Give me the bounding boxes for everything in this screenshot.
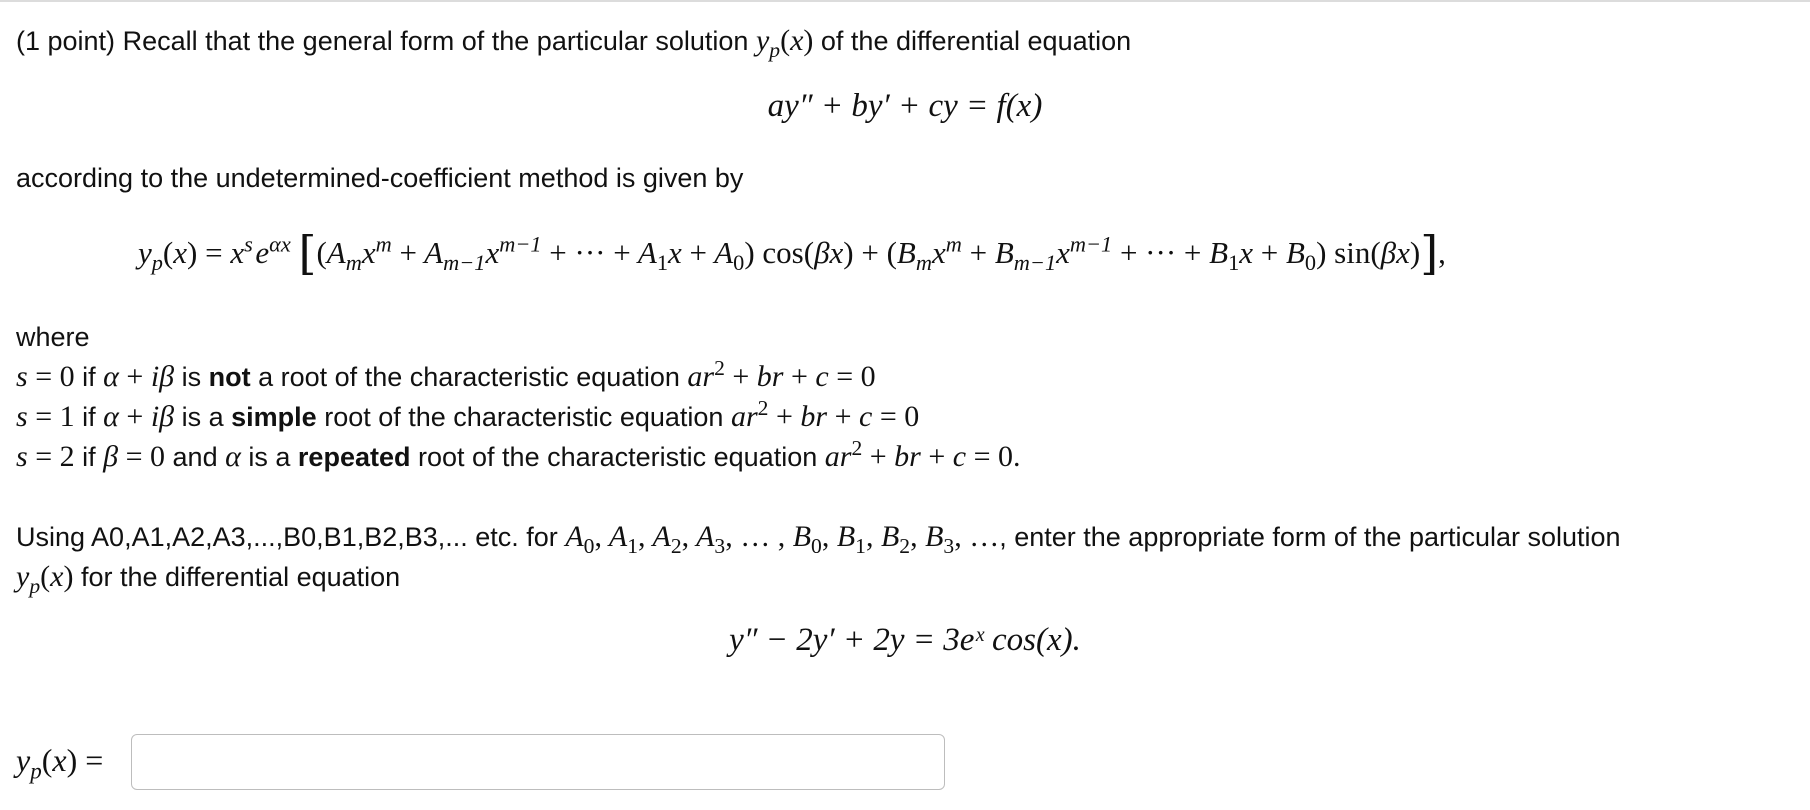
where-text: where [16,322,90,352]
condition-s2: s = 2 if β = 0 and α is a repeated root of the characteristic equation $ar^2$ + br + c = 0. [16,436,1021,473]
intro-text: Recall that the general form of the particular solution [122,26,749,56]
condition-s0: s = 0 if α + iβ is not a root of the characteristic equation $ar^2$ + br + c = 0 [16,356,876,393]
answer-label: $y_p(x)$ = [16,742,104,784]
condition-s1: s = 1 if α + iβ is a simple root of the characteristic equation $ar^2$ + br + c = 0 [16,396,920,433]
top-divider [0,0,1810,2]
according-text: according to the undetermined-coefficient method is given by [16,163,744,193]
using-line: Using A0,A1,A2,A3,...,B0,B1,B2,B3,... etc. for $A_0$, $A_1$, $A_2$, $A_3$, … , $B_0$, $B_1$, $B_2$, $B_3$, …, enter the appropriate form of the particular solution [16,520,1621,558]
intro-of-the: of the differential equation [820,26,1132,56]
using-line-2: $y_p(x)$ for the differential equation [16,560,401,598]
general-particular-formula: $y_p(x) = x^s$ $e^{\alpha x}$ [($A_mx^m + A_{m-1}x^{m-1}$ + ··· + $A_1x + A_0$) $\cos(\beta x) + (B_mx^m + B_{m-1}x^{m-1}$ + ··· + $B_1x + B_0$) sin(βx)], [138,226,1446,280]
answer-input[interactable] [131,734,945,790]
target-equation: y″ − 2y′ + 2y = 3eˣ cos(x). [729,622,1081,658]
general-equation: ay″ + by′ + cy = f(x) [767,88,1043,124]
intro-line [16,24,1132,62]
yp-of-x: $y_p(x)$ [755,24,814,62]
point-value: (1 point) [16,26,116,56]
